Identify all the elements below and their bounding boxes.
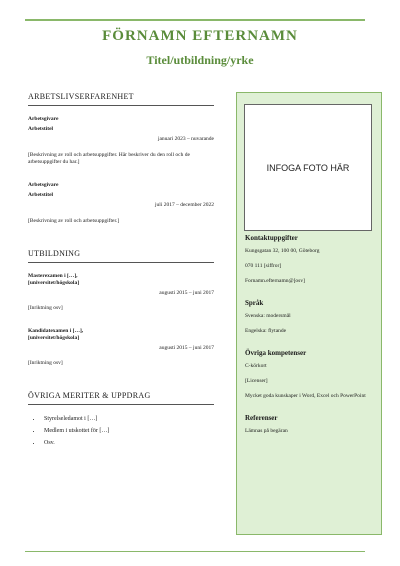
experience-entry — [28, 182, 214, 225]
education-dates: augusti 2015 – juni 2017 — [159, 345, 214, 351]
references-heading: Referenser — [245, 414, 278, 422]
education-entry — [28, 328, 214, 367]
degree: Kandidatexamen i […], — [28, 328, 84, 334]
job-dates: juli 2017 – december 2022 — [155, 202, 214, 208]
job-title: Arbetstitel — [28, 192, 54, 198]
job-title: Arbetstitel — [28, 126, 54, 132]
merit-item: • Medlem i utskottet för […] — [42, 427, 214, 435]
school: [universitet/högskola] — [28, 280, 80, 286]
degree: Masterexamen i […], — [28, 273, 78, 279]
photo-placeholder[interactable]: INFOGA FOTO HÄR — [244, 104, 372, 231]
job-description: [Beskrivning av roll och arbetsuppgifter.] — [28, 218, 120, 224]
bottom-rule — [25, 551, 365, 552]
contact-phone: 070 111 [siffror] — [245, 263, 282, 269]
references-text: Lämnas på begäran — [245, 428, 288, 434]
education-entry — [28, 273, 214, 312]
contact-email: Fornamn.efternamn@[osv] — [245, 278, 305, 284]
merit-item: • Osv. — [42, 439, 214, 447]
sidebar-body — [245, 234, 377, 443]
experience-entry — [28, 116, 214, 166]
employer: Arbetsgivare — [28, 182, 59, 188]
sidebar — [236, 92, 382, 535]
education-note: [Inriktning osv] — [28, 305, 63, 311]
school: [universitet/högskola] — [28, 335, 80, 341]
contact-address: Kungsgatan 32, 100 00, Göteborg — [245, 248, 320, 254]
skill-item: C-körkort — [245, 363, 267, 369]
language-item: Engelska: flytande — [245, 328, 287, 334]
education-note: [Inriktning osv] — [28, 360, 63, 366]
experience-heading: ARBETSLIVSERFARENHET — [28, 92, 214, 106]
skills-heading: Övriga kompetenser — [245, 349, 307, 357]
merit-item: • Styrelseledamot i […] — [42, 415, 214, 423]
language-item: Svenska: modersmål — [245, 313, 291, 319]
language-heading: Språk — [245, 299, 264, 307]
education-dates: augusti 2015 – juni 2017 — [159, 290, 214, 296]
skill-item: [Licenser] — [245, 378, 268, 384]
education-heading: UTBILDNING — [28, 249, 214, 263]
person-title: Titel/utbildning/yrke — [146, 53, 254, 67]
main-column — [28, 92, 214, 451]
person-name: FÖRNAMN EFTERNAMN — [102, 28, 298, 44]
skill-item: Mycket goda kunskaper i Word, Excel och PowerPoint — [245, 393, 366, 399]
contact-heading: Kontaktuppgifter — [245, 234, 298, 242]
top-rule — [25, 19, 365, 21]
merits-list — [28, 415, 214, 447]
job-description: [Beskrivning av roll och arbetsuppgifter. Här beskriver du den roll och de arbetsuppgifter du har.] — [28, 152, 190, 165]
job-dates: januari 2023 – nuvarande — [157, 136, 214, 142]
merits-heading: ÖVRIGA MERITER & UPPDRAG — [28, 391, 214, 405]
employer: Arbetsgivare — [28, 116, 59, 122]
